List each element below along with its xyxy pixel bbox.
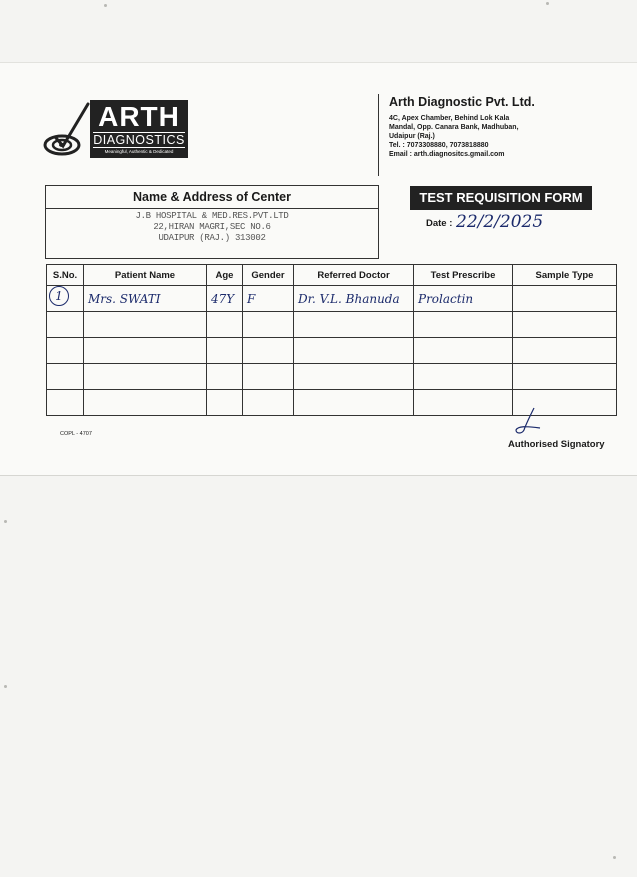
cell-gender (243, 338, 294, 364)
company-name: Arth Diagnostic Pvt. Ltd. (389, 95, 535, 109)
handwritten-age: 47Y (211, 291, 235, 306)
handwritten-test: Prolactin (418, 291, 474, 306)
center-title: Name & Address of Center (46, 186, 378, 209)
table-row (47, 364, 617, 390)
handwritten-gender: F (247, 291, 256, 306)
table-row (47, 312, 617, 338)
company-address-line: Udaipur (Raj.) (389, 133, 435, 140)
cell-sample-type (513, 312, 617, 338)
cell-test-prescribe (414, 338, 513, 364)
cell-referred-doctor (294, 338, 414, 364)
logo (90, 100, 188, 158)
authorised-signatory: Authorised Signatory (508, 439, 605, 450)
cell-patient-name (84, 312, 207, 338)
company-email: Email : arth.diagnositcs.gmail.com (389, 151, 505, 158)
speck (613, 856, 616, 859)
cell-age (207, 312, 243, 338)
col-header-patient-name: Patient Name (84, 265, 207, 286)
signature-mark-icon (504, 406, 544, 436)
cell-gender (243, 312, 294, 338)
company-address-line: 4C, Apex Chamber, Behind Lok Kala (389, 115, 510, 122)
cell-test-prescribe (414, 312, 513, 338)
cell-referred-doctor (294, 364, 414, 390)
stamp-line: 22,HIRAN MAGRI,SEC NO.6 (153, 222, 271, 232)
speck (104, 4, 107, 7)
logo-icon (42, 100, 92, 158)
cell-age (207, 286, 243, 312)
logo-arth: ARTH (98, 101, 180, 132)
form-code: COPL - 4707 (60, 431, 92, 437)
col-header-referred-doctor: Referred Doctor (294, 265, 414, 286)
cell-sno (47, 312, 84, 338)
table-header-row (47, 265, 617, 286)
requisition-table (46, 264, 617, 416)
handwritten-doctor: Dr. V.L. Bhanuda (298, 291, 400, 306)
cell-referred-doctor (294, 286, 414, 312)
cell-referred-doctor (294, 312, 414, 338)
handwritten-patient-name: Mrs. SWATI (88, 291, 161, 306)
form-title: TEST REQUISITION FORM (410, 186, 592, 210)
cell-sample-type (513, 286, 617, 312)
cell-gender (243, 390, 294, 416)
stamp-line: J.B HOSPITAL & MED.RES.PVT.LTD (135, 211, 289, 221)
center-box (45, 185, 379, 259)
stamp-line: UDAIPUR (RAJ.) 313002 (158, 233, 266, 243)
cell-referred-doctor (294, 390, 414, 416)
cell-patient-name (84, 286, 207, 312)
cell-age (207, 338, 243, 364)
cell-sample-type (513, 338, 617, 364)
company-info (389, 95, 589, 159)
cell-test-prescribe (414, 390, 513, 416)
table-row (47, 286, 617, 312)
cell-patient-name (84, 338, 207, 364)
header-divider (378, 94, 379, 176)
cell-gender (243, 364, 294, 390)
handwritten-sno: 1 (49, 286, 69, 306)
cell-sno (47, 390, 84, 416)
cell-test-prescribe (414, 364, 513, 390)
speck (4, 685, 7, 688)
col-header-sample-type: Sample Type (513, 265, 617, 286)
cell-sno (47, 364, 84, 390)
col-header-gender: Gender (243, 265, 294, 286)
cell-patient-name (84, 390, 207, 416)
cell-test-prescribe (414, 286, 513, 312)
cell-sample-type (513, 364, 617, 390)
cell-age (207, 390, 243, 416)
date-label: Date : (426, 218, 453, 229)
cell-gender (243, 286, 294, 312)
cell-sno (47, 286, 84, 312)
col-header-age: Age (207, 265, 243, 286)
col-header-sno: S.No. (47, 265, 84, 286)
date-value: 22/2/2025 (456, 212, 544, 232)
col-header-test-prescribe: Test Prescribe (414, 265, 513, 286)
cell-sno (47, 338, 84, 364)
logo-tagline: Meaningful, Authentic & Dedicated (104, 149, 174, 154)
cell-patient-name (84, 364, 207, 390)
speck (546, 2, 549, 5)
table-row (47, 338, 617, 364)
center-stamp (46, 209, 378, 244)
speck (4, 520, 7, 523)
company-address-line: Mandal, Opp. Canara Bank, Madhuban, (389, 124, 519, 131)
company-tel: Tel. : 7073308880, 7073818880 (389, 142, 489, 149)
logo-diagnostics: DIAGNOSTICS (93, 133, 185, 147)
cell-age (207, 364, 243, 390)
